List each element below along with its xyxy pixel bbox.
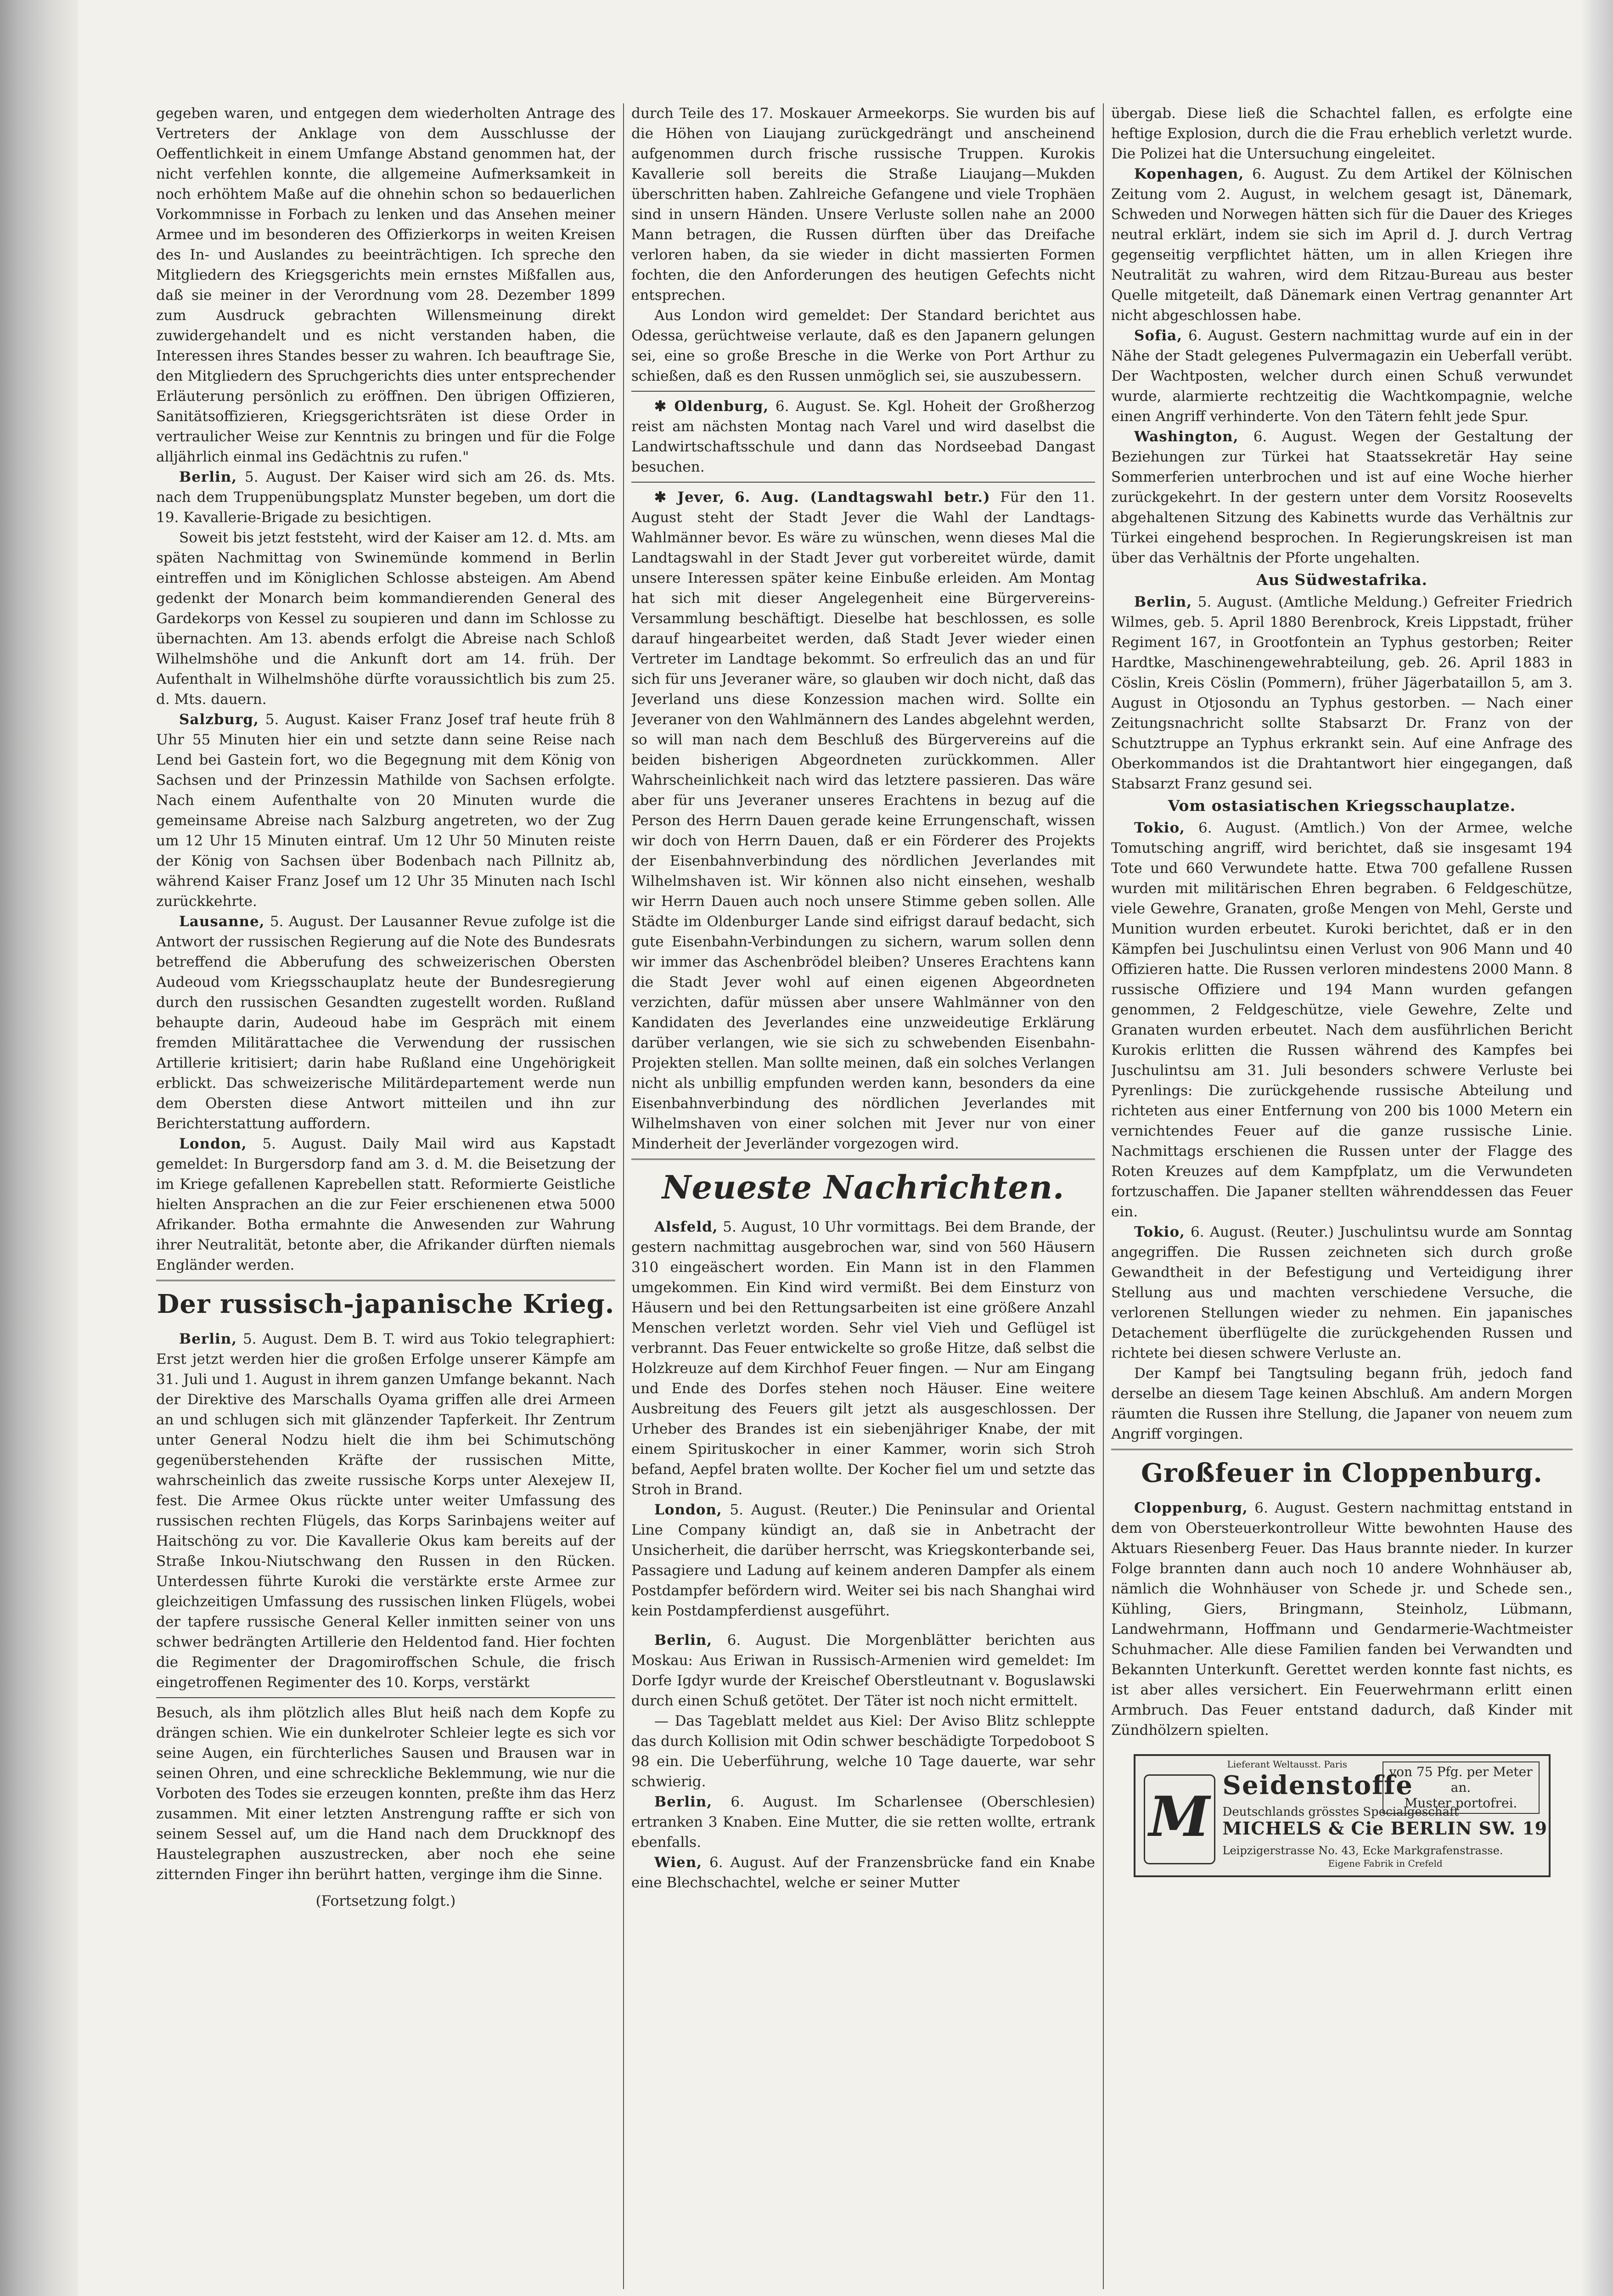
article-text: 5. August. (Amtliche Meldung.) Gefreiter Friedrich Wilmes, geb. 5. April 1880 Berenbrock, Kreis Lippstadt, früher Regiment 167, in Grootfontein an Typhus gestorben; Reiter Hardtke, Maschinengewehrabteilung, geb. 26. April 1883 in Cöslin, Kreis Cöslin (Pommern), früher Jägerbataillon 5, am 3. August in Otjosondu an Typhus gestorben. — Nach einer Zeitungsnachricht sollte Stabsarzt Dr. Franz von der Schutztruppe an Typhus erkrankt sein. Auf eine Anfrage des Oberkommandos ist die Drahtantwort hier eingegangen, daß Stabsarzt Franz gesund sei. — [1111, 594, 1573, 792]
section-headline: Großfeuer in Cloppenburg. — [1141, 1458, 1543, 1488]
section-headline: Neueste Nachrichten. — [662, 1168, 1065, 1206]
dateline-place: Salzburg, — [179, 711, 259, 728]
section-divider — [156, 1280, 615, 1281]
dateline-paragraph — [631, 396, 1095, 477]
dateline-place: Lausanne, — [179, 913, 265, 930]
dateline-paragraph — [631, 1852, 1095, 1893]
dateline-paragraph — [1111, 1222, 1573, 1363]
article-text: 6. August. Zu dem Artikel der Kölnischen Zeitung vom 2. August, in welchem gesagt ist, Dänemark, Schweden und Norwegen hätten sich für die Dauer des Krieges neutral erklärt, indem sie sich im April d. J. durch Vertrag gegenseitig verpflichtet hätten, um in allen Kriegen ihre Neutralität zu wahren, wird dem Ritzau-Bureau aus bester Quelle mitgeteilt, daß Dänemark einen Vertrag genannter Art nicht abgeschlossen habe. — [1111, 166, 1573, 324]
article-text: Soweit bis jetzt feststeht, wird der Kaiser am 12. d. Mts. am späten Nachmittag von Swinemünde kommend in Berlin eintreffen und im Königlichen Schlosse absteigen. Am Abend gedenkt der Monarch beim kommandierenden General des Gardekorps von Kessel zu soupieren und dann im Schlosse zu übernachten. Am 13. abends erfolgt die Abreise nach Schloß Wilhelmshöhe und die Ankunft dort am 14. früh. Der Aufenthalt in Wilhelmshöhe dürfte voraussichtlich bis zum 25. d. Mts. dauern. — [156, 529, 615, 708]
feuilleton-divider — [156, 1697, 615, 1698]
page-edge — [1581, 0, 1613, 2296]
dateline-paragraph — [1111, 1498, 1573, 1740]
dateline-paragraph — [156, 709, 615, 912]
article-text: 5. August, 10 Uhr vormittags. Bei dem Brande, der gestern nachmittag ausgebrochen war, sind von 560 Häusern 310 eingeäschert worden. Ein Mann ist in den Flammen umgekommen. Ein Kind wird vermißt. Bei dem Einsturz von Häusern und bei den Rettungsarbeiten ist eine größere Anzahl Menschen verletzt worden. Sehr viel Vieh und Geflügel ist verbrannt. Das Feuer entwickelte so große Hitze, daß selbst die Holzkreuze auf dem Kirchhof Feuer fingen. — Nur am Eingang und Ende des Dorfes stehen noch Häuser. Eine weitere Ausbreitung des Feuers gilt jetzt als ausgeschlossen. Der Urheber des Brandes ist ein siebenjähriger Knabe, der mit einem Spirituskocher in einer Kammer, worin sich Stroh befand, Aepfel braten wollte. Der Kocher fiel um und setzte das Stroh in Brand. — [631, 1219, 1095, 1498]
dateline-paragraph — [156, 1329, 615, 1693]
continuation-note: (Fortsetzung folgt.) — [315, 1893, 456, 1909]
article-text: 6. August. Wegen der Gestaltung der Beziehungen zur Türkei hat Staatssekretär Hay seine Sommerferien unterbrochen und ist auf eine Woche hierher zurückgekehrt. In der gestern unter dem Vorsitz Roosevelts abgehaltenen Sitzung des Kabinetts wurde das Verhältnis zur Türkei eingehend besprochen. In Regierungskreisen ist man über das Verhältnis der Pforte ungehalten. — [1111, 428, 1573, 566]
column-rule — [623, 103, 624, 2289]
article-subject: 6. Aug. (Landtagswahl betr.) — [734, 489, 990, 506]
serial-story-text: Besuch, als ihm plötzlich alles Blut heiß nach dem Kopfe zu drängen schien. Wie ein dunkelroter Schleier legte es sich vor seine Augen, ein fürchterliches Sausen und Brausen war in seinen Ohren, und eine schreckliche Beklemmung, wie nur die Vorboten des Todes sie erzeugen konnten, preßte ihm das Herz zusammen. Mit einer letzten Anstrengung raffte er sich von seinem Sessel auf, um die Hand nach dem Druckknopf des Haustelegraphen auszustrecken, aber noch ehe seine zitternden Finger ihn berührt hatten, verginge ihm die Sinne. — [156, 1705, 615, 1883]
article-text: 6. August. Gestern nachmittag entstand in dem von Obersteuerkontrolleur Witte bewohnten Hause des Aktuars Riesenberg Feuer. Das Haus brannte nieder. In kurzer Folge brannten dann auch noch 10 andere Wohnhäuser ab, nämlich die Wohnhäuser von Schede jr. und Schede sen., Kühling, Giers, Bringmann, Steinholz, Lübmann, Landwehrmann, Hoffmann und Gendarmerie-Wachtmeister Schuhmacher. Alle diese Familien fanden bei Verwandten und Bekannten Unterkunft. Gerettet werden konnte fast nichts, es ist aber alles versichert. Ein Feuerwehrmann erlitt einen Armbruch. Das Feuer entstand dadurch, daß Kinder mit Zündhölzern spielten. — [1111, 1500, 1573, 1739]
ad-logo: M — [1144, 1774, 1215, 1864]
article-text: 5. August. Kaiser Franz Josef traf heute früh 8 Uhr 55 Minuten hier ein und setzte dann seine Reise nach Lend bei Gastein fort, wo die Begegnung mit dem König von Sachsen und der Prinzessin Mathilde von Sachsen erfolgte. Nach einem Aufenthalte von 20 Minuten wurde die gemeinsame Abreise nach Salzburg angetreten, wo der Zug um 12 Uhr 15 Minuten eintraf. Um 12 Uhr 50 Minuten reiste der König von Sachsen über Bodenbach nach Pillnitz ab, während Kaiser Franz Josef um 12 Uhr 35 Minuten nach Ischl zurückkehrte. — [156, 711, 615, 910]
ad-subtitle: Deutschlands grösstes Specialgeschäft — [1222, 1805, 1459, 1819]
dateline-place: Washington, — [1134, 428, 1239, 445]
dateline-place: Berlin, — [654, 1632, 713, 1649]
dateline-paragraph — [1111, 818, 1573, 1222]
dateline-paragraph — [1111, 164, 1573, 326]
article-text: 6. August. (Amtlich.) Von der Armee, welche Tomutsching angriff, wird berichtet, daß sie insgesamt 194 Tote und 660 Verwundete hatte. Etwa 700 gefallene Russen wurden mit militärischen Ehren begraben. 6 Feldgeschütze, viele Gewehre, Granaten, große Mengen von Mehl, Gerste und Munition wurden erbeutet. Kuroki berichtet, daß er in den Kämpfen bei Juschulintsu einen Verlust von 906 Mann und 40 Offizieren hatte. Die Russen verloren mindestens 2000 Mann. 8 russische Offiziere und 194 Mann wurden gefangen genommen, 2 Feldgeschütze, viele Gewehre, Zelte und Granaten wurden erbeutet. Nach dem ausführlichen Bericht Kurokis erlitten die Russen während des Kampfes bei Juschulintsu am 31. Juli besonders schwere Verluste bei Pyrenlings: Die zurückgehende russische Abteilung und richteten aus einer Entfernung von 200 bis 1000 Metern ein vernichtendes Feuer auf die ganze russische Linie. Nachmittags erschienen die Russen unter der Flagge des Roten Kreuzes auf dem Kampfplatz, um die Verwundeten fortzuschaffen. Die Japaner stellten währenddessen das Feuer ein. — [1111, 820, 1573, 1220]
article-text: 5. August. Dem B. T. wird aus Tokio telegraphiert: Erst jetzt werden hier die großen Erfolge unserer Kämpfe am 31. Juli und 1. August in ihrem ganzen Umfange bekannt. Nach der Direktive des Marschalls Oyama griffen alle drei Armeen an und schlugen sich mit glänzender Tapferkeit. Ihr Zentrum unter General Nodzu hielt die ihm bei Schimutschöng gegenüberstehenden Kräfte der russischen Mitte, wahrscheinlich das zweite russische Korps unter Alexejew II, fest. Die Armee Okus rückte unter weiter Umfassung des russischen rechten Flügels, das Korps Sarinbajens weiter auf Haitschöng zu vor. Die Kavallerie Okus kam bereits auf der Straße Inkou-Niutschwang den Russen in den Rücken. Unterdessen führte Kuroki die verstärkte erste Armee zur gleichzeitigen Umfassung des russischen linken Flügels, wobei der tapfere russische General Keller inmitten seiner von uns schwer bedrängten Artillerie den Heldentod fand. Hier fochten die Regimenter der Dragomiroffschen Schule, die frisch eingetroffenen Regimenter des 10. Korps, verstärkt — [156, 1331, 615, 1691]
section-subhead: Vom ostasiatischen Kriegsschauplatze. — [1168, 797, 1516, 815]
article-text: Der Kampf bei Tangtsuling begann früh, jedoch fand derselbe an diesem Tage keinen Abschluß. Am andern Morgen räumten die Russen ihre Stellung, die Japaner von neuem zum Angriff vorgingen. — [1111, 1365, 1573, 1442]
advertisement — [1134, 1754, 1551, 1877]
article-text: — Das Tageblatt meldet aus Kiel: Der Aviso Blitz schleppte das durch Kollision mit Odin schwer beschädigte Torpedoboot S 98 ein. Die Ueberführung, welche 10 Tage dauerte, war sehr schwierig. — [631, 1713, 1095, 1790]
dateline-place: ✱ Jever, — [654, 489, 725, 506]
dateline-paragraph — [156, 467, 615, 528]
article-text: Aus London wird gemeldet: Der Standard berichtet aus Odessa, gerüchtweise verlaute, daß es den Japanern gelungen sei, eine so große Bresche in die Werke von Port Arthur zu schießen, daß es den Russen unmöglich sei, sie auszubessern. — [631, 307, 1095, 384]
article-text: 5. August. Der Lausanner Revue zufolge ist die Antwort der russischen Regierung auf die Note des Bundesrats betreffend die Abberufung des schweizerischen Obersten Audeoud vom Kriegsschauplatz heute der Bundesregierung durch den russischen Gesandten zugestellt worden. Rußland behaupte darin, Audeoud habe im Gespräch mit einem fremden Militärattachee die Verwendung der russischen Artillerie kritisiert; darin habe Rußland eine Ungehörigkeit erblickt. Das schweizerische Militärdepartement werde nun dem Obersten diese Antwort mitteilen und ihn zur Berichterstattung auffordern. — [156, 913, 615, 1132]
dateline-paragraph — [631, 1792, 1095, 1852]
ad-muster: Muster portofrei. — [1404, 1795, 1517, 1811]
section-divider — [631, 1159, 1095, 1160]
section-divider — [631, 391, 1095, 392]
article-text: gegeben waren, und entgegen dem wiederholten Antrage des Vertreters der Anklage von dem Ausschlusse der Oeffentlichkeit in einem Umfange Abstand genommen hat, der nicht verfehlen konnte, die allgemeine Aufmerksamkeit in noch erhöhtem Maße auf die ohnehin schon so bedauerlichen Vorkommnisse in Forbach zu lenken und das Ansehen meiner Armee und im besonderen des Offizierkorps in weiten Kreisen des In- und Auslandes zu beeinträchtigen. Ich spreche den Mitgliedern des Kriegsgerichts mein ernstes Mißfallen aus, daß sie meiner in der Verordnung vom 28. Dezember 1899 zum Ausdruck gebrachten Willensmeinung direkt zuwidergehandelt und es nicht verstanden haben, die Interessen ihres Standes besser zu wahren. Ich beauftrage Sie, den Mitgliedern des Spruchgerichts dies unter entsprechender Erläuterung persönlich zu eröffnen. Den übrigen Offizieren, Sanitätsoffizieren, Kriegsgerichtsräten ist diese Order in vertraulicher Weise zur Kenntnis zu bringen und für die Folge alljährlich einmal ins Gedächtnis zu rufen." — [156, 105, 615, 465]
dateline-paragraph — [631, 1630, 1095, 1711]
article-text: 6. August. (Reuter.) Juschulintsu wurde am Sonntag angegriffen. Die Russen zeichneten sich durch große Gewandtheit in der Befestigung und Verteidigung ihrer Stellung aus und machten verschiedene Versuche, die verlorenen Stellungen wieder zu nehmen. Ein japanisches Detachement überflügelte die zurückgehenden Russen und richtete bei diesen schwere Verluste an. — [1111, 1224, 1573, 1362]
dateline-paragraph — [1111, 326, 1573, 427]
article-text: 5. August. (Reuter.) Die Peninsular and Oriental Line Company kündigt an, daß sie in Anbetracht der Unsicherheit, die darüber herrscht, was Kriegskonterbande sei, Passagiere und Ladung auf keinem anderen Dampfer als einem Postdampfer befördern wird. Weiter sei bis nach Shanghai wird kein Postdampferdienst ausgeführt. — [631, 1502, 1095, 1619]
dateline-paragraph — [631, 1217, 1095, 1500]
section-divider — [1111, 1449, 1573, 1450]
article-text: übergab. Diese ließ die Schachtel fallen, es erfolgte eine heftige Explosion, durch die die Frau erheblich verletzt wurde. Die Polizei hat die Untersuchung eingeleitet. — [1111, 105, 1573, 162]
article-text: 5. August. Der Kaiser wird sich am 26. ds. Mts. nach dem Truppenübungsplatz Munster begeben, um dort die 19. Kavallerie-Brigade zu besichtigen. — [156, 469, 615, 526]
article-text: 5. August. Daily Mail wird aus Kapstadt gemeldet: In Burgersdorp fand am 3. d. M. die Beisetzung der im Kriege gefallenen Kaprebellen statt. Reformierte Geistliche hielten Ansprachen an die zur Feier erschienenen etwa 5000 Afrikander. Botha ermahnte die Anwesenden zur Wahrung ihrer Neutralität, betonte aber, die Afrikander dürften niemals Engländer werden. — [156, 1136, 615, 1273]
dateline-paragraph — [1111, 592, 1573, 794]
binding-gutter — [0, 0, 78, 2296]
dateline-paragraph — [156, 912, 615, 1134]
article-text: Für den 11. August steht der Stadt Jever die Wahl der Landtags-Wahlmänner bevor. Es wäre zu wünschen, wenn dieses Mal die Landtagswahl in der Stadt Jever gut vorbereitet würde, damit unsere Interessen später keine Einbuße erleiden. Am Montag hat sich mit dieser Angelegenheit eine Bürgervereins-Versammlung beschäftigt. Dieselbe hat beschlossen, es solle darauf hingearbeitet werden, daß Stadt Jever wieder einen Vertreter im Landtage bekommt. So erfreulich das an und für sich für uns Jeveraner wäre, so glauben wir doch nicht, daß das Jeverland uns diese Konzession machen wird. Sollte ein Jeveraner von den Wahlmännern des Landes abgelehnt werden, so will man nach dem Beschluß des Bürgervereins auf die beiden bisherigen Abgeordneten zurückkommen. Aller Wahrscheinlichkeit nach wird das letztere passieren. Das wäre aber für uns Jeveraner unseres Erachtens in bezug auf die Person des Herrn Dauen gerade keine Errungenschaft, wissen wir doch von Herrn Dauen, daß er ein Förderer des Projekts der Eisenbahnverbindung des nördlichen Jeverlandes mit Wilhelmshaven ist. Wir können also nicht einsehen, weshalb wir Herrn Dauen auch noch unsere Stimme geben sollen. Alle Städte im Oldenburger Lande sind eifrigst darauf bedacht, sich gute Eisenbahn-Verbindungen zu sichern, warum sollen denn wir immer das Aschenbrödel bleiben? Unseres Erachtens kann die Stadt Jever wohl auf einen eigenen Abgeordneten verzichten, dafür müssen aber unsere Wahlmänner von den Kandidaten des Jeverlandes eine unzweideutige Erklärung darüber verlangen, wie sie sich zu schwebenden Eisenbahn-Projekten stellen. Man sollte meinen, daß ein solches Verlangen nicht als unbillig empfunden werden kann, besonders da eine Eisenbahnverbindung des nördlichen Jeverlandes mit Wilhelmshaven von einer solchen mit Jever nur von einer Minderheit der Jeverländer vorgezogen wird. — [631, 489, 1095, 1152]
column-3 — [1111, 103, 1573, 2296]
dateline-place: ✱ Oldenburg, — [654, 398, 769, 415]
ad-price: von 75 Pfg. per Meter an. — [1389, 1764, 1533, 1795]
ad-brand: MICHELS & Cie BERLIN SW. 19 — [1222, 1818, 1548, 1839]
article-text: 6. August. Gestern nachmittag wurde auf ein in der Nähe der Stadt gelegenes Pulvermagazin ein Ueberfall verübt. Der Wachtposten, welcher durch einen Schuß verwundet wurde, alarmierte rechtzeitig die Wachtkompagnie, welche einen Angriff verhinderte. Von den Tätern fehlt jede Spur. — [1111, 327, 1573, 425]
column-2 — [631, 103, 1095, 2296]
ad-factory: Eigene Fabrik in Crefeld — [1328, 1858, 1443, 1869]
dateline-place: Berlin, — [1134, 594, 1192, 610]
ad-address: Leipzigerstrasse No. 43, Ecke Markgrafenstrasse. — [1222, 1844, 1503, 1857]
dateline-place: Wien, — [654, 1854, 703, 1871]
article-text: 6. August. Auf der Franzensbrücke fand ein Knabe eine Blechschachtel, welche er seiner Mutter — [631, 1854, 1095, 1891]
dateline-paragraph — [156, 1134, 615, 1275]
ad-tagline: Lieferant Weltausst. Paris — [1227, 1759, 1347, 1770]
column-1 — [156, 103, 615, 2296]
dateline-place: Alsfeld, — [654, 1219, 718, 1235]
article-text: durch Teile des 17. Moskauer Armeekorps. Sie wurden bis auf die Höhen von Liaujang zurückgedrängt und anscheinend aufgenommen durch frische russische Truppen. Kurokis Kavallerie soll bereits die Straße Liaujang—Mukden überschritten haben. Zahlreiche Gefangene und viele Trophäen sind in unsern Händen. Unsere Verluste sollen nahe an 2000 Mann betragen, die Russen dürften über das Dreifache verloren haben, da sie wieder in dicht massierten Formen fochten, die den Anforderungen des heutigen Gefechts nicht entsprechen. — [631, 105, 1095, 304]
section-headline: Der russisch-japanische Krieg. — [157, 1289, 615, 1319]
dateline-place: London, — [654, 1502, 722, 1518]
article-text: 6. August. Die Morgenblätter berichten aus Moskau: Aus Eriwan in Russisch-Armenien wird gemeldet: Im Dorfe Igdyr wurde der Kreischef Oberstleutnant v. Boguslawski durch einen Schuß getötet. Der Täter ist noch nicht ermittelt. — [631, 1632, 1095, 1709]
dateline-paragraph — [631, 487, 1095, 1154]
dateline-place: Sofia, — [1134, 327, 1183, 344]
dateline-paragraph — [631, 1500, 1095, 1621]
dateline-place: Cloppenburg, — [1134, 1500, 1248, 1516]
dateline-place: Berlin, — [179, 469, 237, 485]
dateline-place: Berlin, — [179, 1331, 237, 1347]
dateline-place: Kopenhagen, — [1134, 166, 1244, 182]
dateline-place: Berlin, — [654, 1794, 713, 1810]
section-divider — [631, 482, 1095, 483]
article-text: 6. August. Im Scharlensee (Oberschlesien) ertranken 3 Knaben. Eine Mutter, die sie retten wollte, ertrank ebenfalls. — [631, 1794, 1095, 1851]
article-text: 6. August. Se. Kgl. Hoheit der Großherzog reist am nächsten Montag nach Varel und wird daselbst die Landwirtschaftsschule und dann das Nordseebad Dangast besuchen. — [631, 398, 1095, 475]
dateline-place: Tokio, — [1134, 820, 1185, 836]
section-subhead: Aus Südwestafrika. — [1256, 571, 1428, 589]
column-rule — [1103, 103, 1104, 2289]
dateline-paragraph — [1111, 427, 1573, 568]
ad-title: Seidenstoffe — [1222, 1770, 1413, 1801]
dateline-place: Tokio, — [1134, 1224, 1185, 1240]
dateline-place: London, — [179, 1136, 247, 1152]
